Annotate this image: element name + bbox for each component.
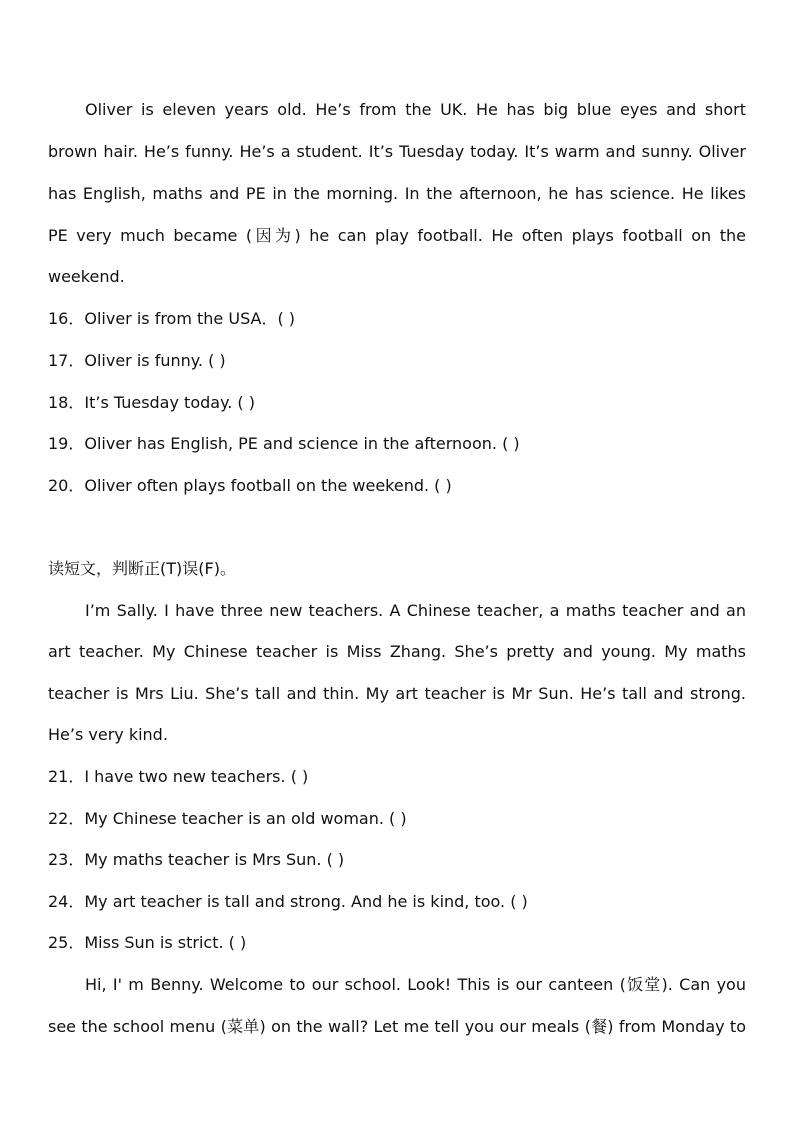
passage2-line-1: I’m Sally. I have three new teachers. A Chinese teacher, a maths teacher and an [85,601,746,620]
question-25: 25．Miss Sun is strict. ( ) [48,933,247,952]
section2-instruction: 读短文，判断正(T)误(F)。 [48,559,236,578]
passage1-line-1: Oliver is eleven years old. He’s from the UK. He has big blue eyes and short [85,100,746,119]
question-20: 20．Oliver often plays football on the weekend. ( ) [48,476,452,495]
question-19: 19．Oliver has English, PE and science in the afternoon. ( ) [48,434,520,453]
passage1-line-4: PE very much became (因为) he can play football. He often plays football on the [48,226,746,245]
question-18: 18．It’s Tuesday today. ( ) [48,393,255,412]
passage2-line-2: art teacher. My Chinese teacher is Miss Zhang. She’s pretty and young. My maths [48,642,746,661]
passage3-line-1: Hi, I' m Benny. Welcome to our school. Look! This is our canteen (饭堂). Can you [85,975,746,994]
question-17: 17．Oliver is funny. ( ) [48,351,226,370]
passage1-line-3: has English, maths and PE in the morning. In the afternoon, he has science. He likes [48,184,746,203]
passage1-line-5: weekend. [48,267,125,286]
passage3-line-2: see the school menu (菜单) on the wall? Let me tell you our meals (餐) from Monday to [48,1017,746,1036]
question-21: 21．I have two new teachers. ( ) [48,767,309,786]
passage2-line-3: teacher is Mrs Liu. She’s tall and thin. My art teacher is Mr Sun. He’s tall and strong. [48,684,746,703]
question-22: 22．My Chinese teacher is an old woman. ( ) [48,809,407,828]
passage2-line-4: He’s very kind. [48,725,168,744]
question-24: 24．My art teacher is tall and strong. And he is kind, too. ( ) [48,892,528,911]
question-23: 23．My maths teacher is Mrs Sun. ( ) [48,850,345,869]
question-16: 16．Oliver is from the USA．( ) [48,309,296,328]
passage1-line-2: brown hair. He’s funny. He’s a student. It’s Tuesday today. It’s warm and sunny. Oliver [48,142,746,161]
